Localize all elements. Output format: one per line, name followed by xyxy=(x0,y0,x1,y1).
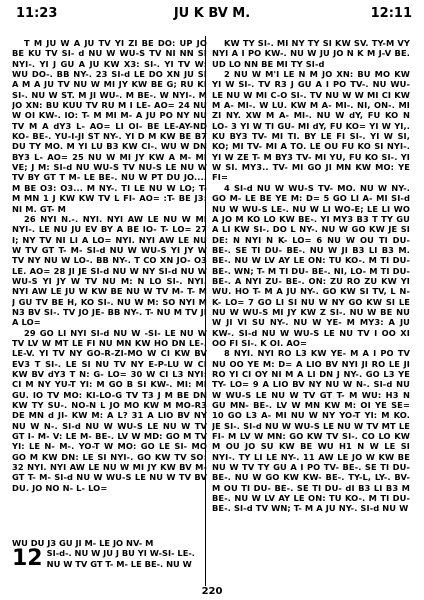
paragraph: 29 GO LI NYI SI-d NU W -SI- LE NU W TV LV W MT LE FI NU MN KW HO DN LE-. LE-V. YI TV NY GO-R-ZI-MO W CI KW BV EV3 T SI-. LE SI NU TV NY E-P-LU W CI KW BV dY3 T N: G- LO= 30 W CI L3 NYI: CI M NY YU-T YI: M GO B SI KW-. MI: MI GU. IO TV MO: KI-LO-G TV T3 J M BE DN KW TY SU-. NO-N L JO MO KW M MO-R3 DE MN d JI- KW M: A L? 31 A LIO BV NY NU W N-. SI-d NU W WU-S LE NU W TV GT I- M- V: LE M- BE-. LV W MD: GO M TV YI: LE N- M-. YO-T W MO: GO LE SI- MO GO M KW DN: LE SI NYI-. GO KW TV SO: 32 NYI. NYI AW LE NU W MI JY KW BV M- GT T- M- SI-d NU W WU-S LE NU W TV BV DU. JO NO N- L- LO= xyxy=(12,327,207,493)
chapter-start xyxy=(12,538,207,570)
chapter-opening-text: SI-d-. NU W JU J BU YI W-SI- LE-. NU W TV GT T- M- LE BE-. NU W xyxy=(46,548,195,569)
paragraph: 8 NYI. NYI RO L3 KW YE- M A I PO TV NU OO YE M: D= A LIO BV NYI JI RO LE JI RO YI CI OY NI M A LI DN J NY-. GO L3 YE TY- LO= 9 A LIO BV NY NU W N-. SI-d NU W WU-S LE NU W TV GT T- M WU: H3 N GU MN- BE-. LV W MN KW M: OI YE SE= 10 GO L3 A- MI NU W NY YO-T YI: M KO. JE SI-. SI-d NU W WU-S LE NU W TV MT LE FI- M LV W MN: GO KW TV SI-. CO LO KW M OU JO SU KW BE WU H1 N W LE SI NYI-. TY LI LE NY-. 11 AW LE JO W KW BE NU W TV TY GU A I PO TV- BE-. SE TI DU- BE-. NU W GO KW KW- BE-. TY-L, LY-. BV- M OU TI DU- BE-. SE TI DU- dI B3 LI B3 M BE-. NU W LV AY LE ON: TU KO-. M TI DU- BE-. SI-d TV WN; T- M A JU NY-. SI-d NU W xyxy=(212,348,410,514)
right-column xyxy=(212,38,410,586)
column-divider xyxy=(205,36,206,586)
page-number: 220 xyxy=(201,586,223,597)
paragraph: 4 SI-d NU W WU-S TV- MO. NU W NY-. GO M- LE BE YE M: D= 5 GO LI A- MI SI-d NU W WU-S LE-. NU W LI WO-E; LE LI WO A JO M KO LO KW BE-. YI MY3 B3 T TY GU A LI KW SI-. DO L NY-. NU W GO KW JE SI DE: N NYI N K- LO= 6 NU W OU TI DU- BE-. SE TI DU- BE-. NU W JI B3 LI B3 M. BE-. NU W LV AY LE ON: TU KO-. M TI DU- BE-. WN; T- M TI DU- BE-. NI, LO- M TI DU- BE-. A NYI ZU- BE-. ON: ZU RO ZU KW YI WU. HO T- M A JU NY-. GO KW SI TV, L N- K- LO= 7 GO LI SI NU W NY GO KW SI LE NU W WU-S MI JY KW Z SI-. NU W BE NU W JI VI SU NY-. NU W YE- M MY3: A JU KW-. SI-d NU W WU-S LE NU TV I OO XI OO FI SI-. K OI. AO= xyxy=(212,182,410,348)
paragraph: 26 NYI N.-. NYI. NYI AW LE NU W MI NYI-. LE NU JU EV BY A BE IO- T- LO= 27 I; NY TV NI LI A LO= NYI. NYI AW LE NU W TV GT T- M- SI-d NU W WU-S YI JY W TV NY NU W LO-. BB NY-. T CO XN JO- O3 LE. AO= 28 JI JE SI-d NU W NY SI-d NU W WU-S YI JY W TV NU M: N LO SI-. NYI. NYI AW LE JU W KW BE NU W TV M- T- M J GU TV BE H, KO SI-. NU W M: SO NYI M N3 BV SI-. TV JO JE- BB NY-. T- NU M TV JI A LO= xyxy=(12,213,207,328)
chapter-number: 12 xyxy=(12,546,43,572)
running-header xyxy=(8,2,416,24)
left-column xyxy=(12,38,207,586)
paragraph: T M JU W A JU TV YI ZI BE DO: UP JO BE KU TV SI- d NU W WU-S TV NI NN SI NYI-. YI J GU A JU KW X3: SI-. YI TV W: WU DO-. BB NY-. 23 SI-d LE DO XN JU SI A M A JU TV NU W MI JY KW BE G; RU KI SI-. NU W ST. M JI WU-. M BE-. W NYI-. M JO XN: BU KUU TV RU M I LE- AO= 24 NU W OI KW-. IO: T- M MI M- A JU PO NY NU TV M A dY3 L- AO= LI OI- BE LE-AY-ND KO- BE-. YU-I-JI ST NY-. YI D M KW BE B7 DU TY MO. M YI LU B3 KW CI-. WU W DN BY3 L- AO= 25 NU W MI JY KW A M- MI VE; J M: SI-d NU WU-S TV NU-S LE NU W TV BY GT T M- LE BE-. NU W PT DU JO.... M BE O3: O3... M NY-. TI LE NU W LO; T- M MN 1 J KW KW TV L FI- AO= :T- BE J3: NI M. GT- M xyxy=(12,38,207,214)
header-left-reference: 11:23 xyxy=(16,6,58,21)
header-right-reference: 12:11 xyxy=(370,6,412,21)
paragraph: KW TY SI-. MI NY TY SI KW SV. TY-M VY NYI A I PO KW-. NU W JU JO N K M J-V BE. UD LO NN BE MI TY SI-d xyxy=(212,38,410,69)
chapter-heading: WU DU J3 GU JI M- LE JO NV- M xyxy=(12,538,154,548)
header-book-title: JU K BV M. xyxy=(173,6,251,21)
paragraph: 2 NU W M'I LE N M JO XN: BU MO KW YI W SI-. TV R3 J GU A I PO TV-. NU WU- LE NU W MI C-O SI-. TV NU W W MI CI KW M A- MI-. W LU. KW M A- MI-. NI, ON-. MI ZI NY. XW M A- MI-. NU W dY, FU KO N LO- 3 YI W TI GU- MI dY, FU KO= YI W YI,. KU BY3 TV- MI TI. BY LE FI SI-. YI W SI, KO; MI TV- MI A TO. LE OU FU KO SI NYI-. YI W ZE T- M BY3 TV- MI YU, FU KO SI-. YI W SI. MY3.. TV- MI GO JI MN KW MO: YE FI= xyxy=(212,69,410,183)
